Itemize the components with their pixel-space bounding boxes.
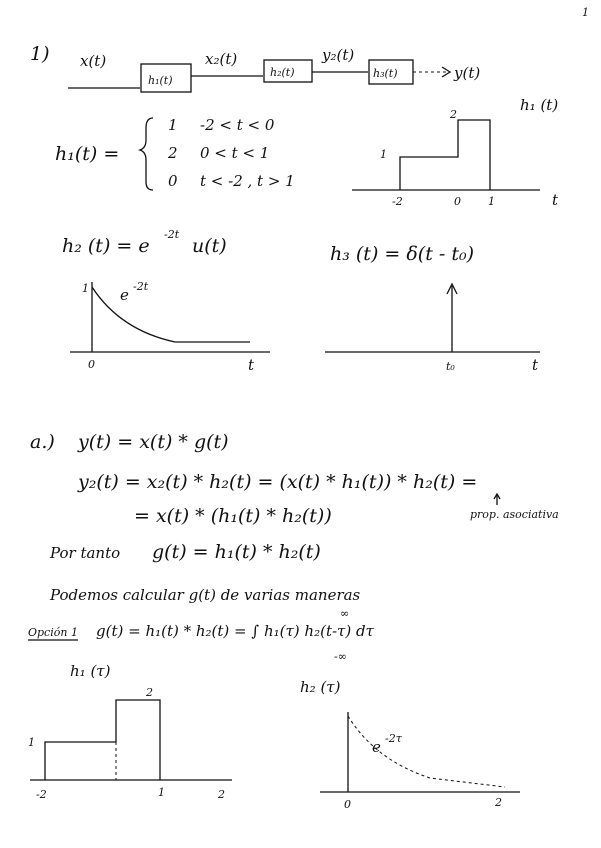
- h1-row2-cond: 0 < t < 1: [200, 144, 270, 162]
- h1-graph: [352, 96, 559, 209]
- block-diagram: [68, 46, 480, 92]
- h2-tau-curve-exp: -2τ: [385, 732, 402, 745]
- h2-def-exp: -2t: [164, 228, 180, 241]
- h1-row3-cond: t < -2 , t > 1: [200, 172, 295, 190]
- h1-graph-ytick-1: 1: [380, 148, 387, 161]
- h2-definition: [62, 228, 227, 257]
- h2-graph-curve-label: e: [120, 286, 129, 304]
- bd-output-label: y(t): [454, 64, 481, 82]
- part-a-por-tanto: Por tanto: [50, 544, 121, 562]
- part-a-annotation: prop. asociativa: [470, 508, 559, 521]
- h1-tau-xtick-1: 1: [158, 786, 165, 799]
- h2-graph-x-label: t: [248, 356, 255, 374]
- h1-def-brace: [140, 118, 153, 190]
- integral-upper: ∞: [340, 607, 350, 620]
- h1-graph-x-label: t: [552, 191, 559, 209]
- h1-graph-label: h₁ (t): [520, 96, 559, 114]
- h1-graph-xtick-0: 0: [454, 195, 461, 208]
- h2-graph-curve: [92, 287, 250, 342]
- h2-tau-xtick-0: 0: [344, 798, 351, 811]
- h2-tau-xtick-2: 2: [495, 796, 502, 809]
- h1-tau-ytick-2: 2: [146, 686, 153, 699]
- h2-tau-curve-label: e: [372, 738, 381, 756]
- h1-tau-graph: [28, 662, 232, 801]
- bd-box-h3-label: h₃(t): [373, 67, 398, 80]
- h1-graph-xtick-neg2: -2: [392, 195, 403, 208]
- h1-row3-val: 0: [168, 172, 178, 190]
- h1-row1-cond: -2 < t < 0: [200, 116, 275, 134]
- h1-definition: [55, 116, 295, 190]
- bd-mid2-label: y₂(t): [322, 46, 355, 64]
- h2-graph-ytick: 1: [82, 282, 89, 295]
- h1-tau-label: h₁ (τ): [70, 662, 111, 680]
- bd-box-h2-label: h₂(t): [270, 66, 295, 79]
- h2-graph-curve-exp: -2t: [133, 280, 149, 293]
- h2-tau-graph: [300, 678, 520, 811]
- h2-graph: [70, 280, 270, 374]
- h3-graph-xtick-t0: t₀: [446, 360, 455, 373]
- section-number: 1): [30, 43, 50, 65]
- h2-def-rest: u(t): [192, 235, 227, 257]
- h3-def: h₃ (t) = δ(t - t₀): [330, 243, 475, 265]
- h1-graph-ytick-2: 2: [450, 108, 457, 121]
- opcion-formula: g(t) = h₁(t) * h₂(t) = ∫ h₁(τ) h₂(t-τ) dτ: [96, 622, 374, 640]
- h1-row1-val: 1: [168, 116, 178, 134]
- part-a: [28, 431, 559, 663]
- h1-tau-xtick-neg2: -2: [36, 788, 47, 801]
- part-a-line3: = x(t) * (h₁(t) * h₂(t)): [134, 505, 332, 527]
- h2-def-lhs: h₂ (t) = e: [62, 235, 150, 257]
- bd-mid1-label: x₂(t): [205, 50, 238, 68]
- opcion-label: Opción 1: [28, 626, 78, 639]
- part-a-line5: Podemos calcular g(t) de varias maneras: [50, 586, 361, 604]
- h1-graph-xtick-1: 1: [488, 195, 495, 208]
- h1-tau-xtick-2: 2: [218, 788, 225, 801]
- h2-tau-label: h₂ (τ): [300, 678, 341, 696]
- integral-lower: -∞: [334, 650, 347, 663]
- h3-graph: [325, 284, 540, 374]
- h1-def-lhs: h₁(t) =: [55, 143, 120, 165]
- page-number: 1: [582, 6, 589, 19]
- h1-graph-signal: [400, 120, 490, 190]
- h2-graph-xtick-0: 0: [88, 358, 95, 371]
- part-a-line4: g(t) = h₁(t) * h₂(t): [152, 541, 321, 563]
- h3-graph-x-label: t: [532, 356, 539, 374]
- bd-box-h1-label: h₁(t): [148, 74, 173, 87]
- h1-tau-signal: [45, 700, 160, 780]
- part-a-line2: y₂(t) = x₂(t) * h₂(t) = (x(t) * h₁(t)) * h₂(t) =: [78, 471, 478, 493]
- h1-row2-val: 2: [168, 144, 178, 162]
- part-a-line1: y(t) = x(t) * g(t): [78, 431, 229, 453]
- part-a-label: a.): [30, 431, 55, 453]
- bd-input-label: x(t): [80, 52, 107, 70]
- h1-tau-ytick-1: 1: [28, 736, 35, 749]
